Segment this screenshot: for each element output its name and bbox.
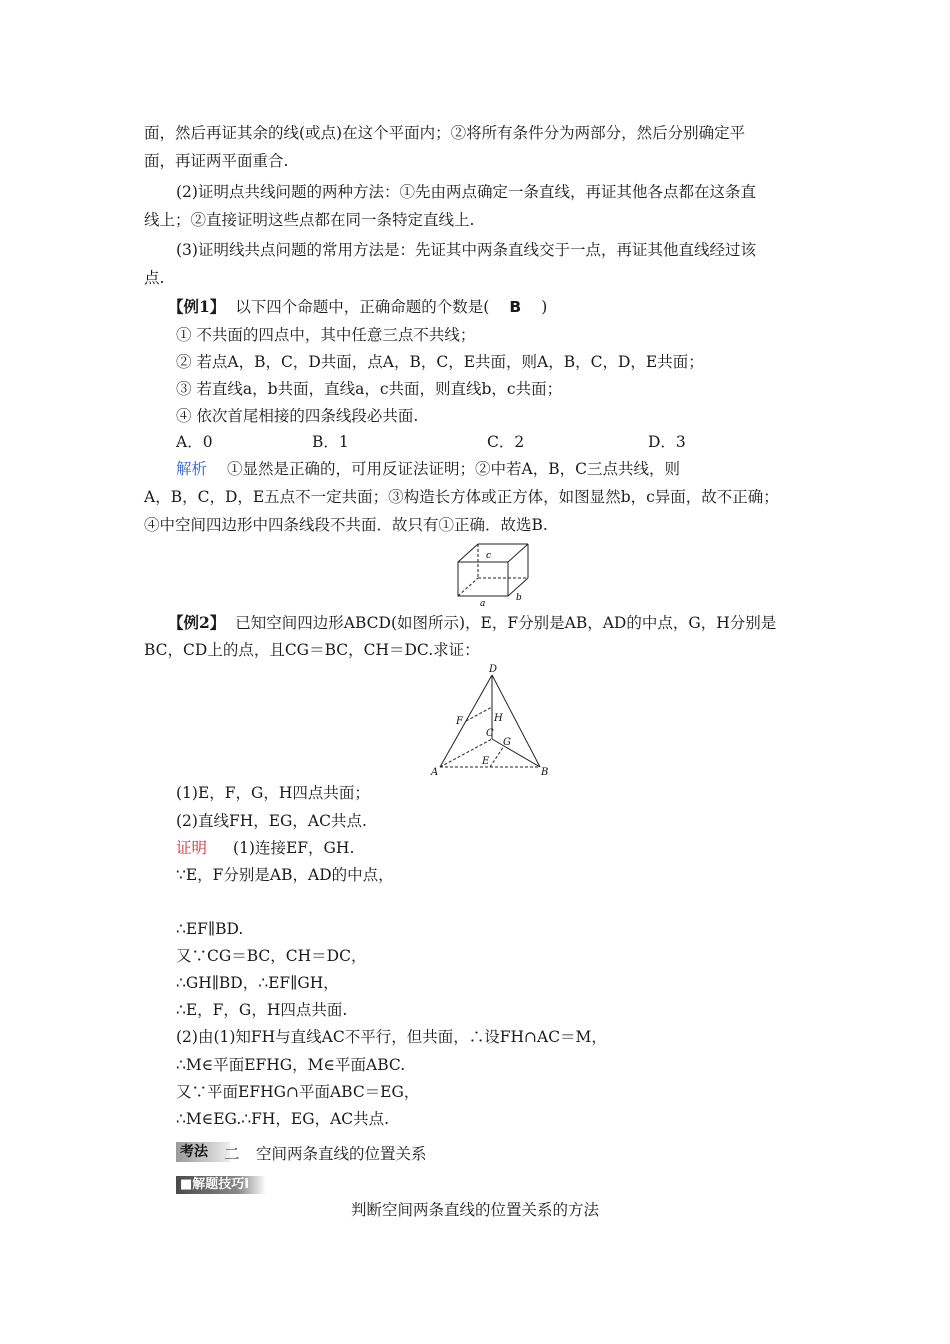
paragraph-line: 点. — [144, 269, 165, 287]
label-b: b — [516, 593, 522, 603]
label-d: D — [489, 664, 498, 675]
tips-banner — [176, 1176, 266, 1194]
example2-stem-text: 已知空间四边形ABCD(如图所示)，E，F分别是AB，AD的中点，G，H分别是 — [235, 614, 777, 632]
example2-title: 【例2】 — [168, 613, 226, 632]
example1-stem-end: ) — [541, 298, 548, 316]
option-a: A．0 — [176, 433, 213, 451]
section-title: 空间两条直线的位置关系 — [256, 1145, 427, 1163]
option-d: D．3 — [648, 433, 686, 451]
tetrahedron-figure — [428, 663, 558, 778]
segment-eg — [490, 746, 504, 767]
example1-analysis — [176, 459, 680, 479]
example1-item: ③ 若直线a，b共面，直线a，c共面，则直线b，c共面； — [176, 380, 563, 398]
tips-label: ■解题技巧Ⅰ — [180, 1177, 250, 1192]
box-front-face — [458, 562, 508, 596]
example1-answer: B — [509, 298, 522, 316]
proof-line: ∴EF∥BD. — [176, 920, 244, 938]
proof-start — [176, 838, 354, 858]
option-c: C．2 — [487, 433, 525, 451]
analysis-line: A，B，C，D，E五点不一定共面；③构造长方体或正方体，如图显然b，c异面，故不正确； — [144, 488, 779, 506]
question-2: (2)直线FH，EG，AC共点. — [176, 812, 367, 830]
option-b: B．1 — [312, 433, 349, 451]
analysis-line: ④中空间四边形中四条线段不共面．故只有①正确．故选B. — [144, 516, 548, 534]
box-figure — [452, 540, 532, 608]
proof-line: 又∵平面EFHG∩平面ABC＝EG， — [176, 1083, 420, 1101]
box-edge — [458, 544, 478, 562]
proof-line: ∵E，F分别是AB，AD的中点， — [176, 866, 394, 884]
example1-item: ① 不共面的四点中，其中任意三点不共线； — [176, 326, 476, 344]
proof-line: 又∵CG＝BC，CH＝DC， — [176, 947, 367, 965]
example1-stem-text: 以下四个命题中，正确命题的个数是( — [235, 298, 490, 316]
analysis-text: ①显然是正确的，可用反证法证明；②中若A，B，C三点共线，则 — [227, 460, 680, 478]
label-e: E — [482, 756, 490, 767]
box-edge — [508, 544, 528, 562]
label-f: F — [456, 716, 463, 727]
paragraph-line: 线上；②直接证明这些点都在同一条特定直线上. — [144, 211, 475, 229]
label-g: G — [503, 737, 511, 748]
section-number: 二 — [224, 1145, 240, 1163]
example1-title: 【例1】 — [168, 297, 226, 316]
example1-item: ④ 依次首尾相接的四条线段必共面. — [176, 407, 419, 425]
question-1: (1)E，F，G，H四点共面； — [176, 784, 370, 802]
center-heading — [0, 1200, 950, 1220]
paragraph-line: (2)证明点共线问题的两种方法：①先由两点确定一条直线，再证其他各点都在这条直 — [176, 183, 756, 201]
paragraph-line: (3)证明线共点问题的常用方法是：先证其中两条直线交于一点，再证其他直线经过该 — [176, 241, 756, 259]
proof-line: ∴GH∥BD，∴EF∥GH， — [176, 974, 339, 992]
proof-text: (1)连接EF，GH. — [233, 839, 355, 857]
section-badge: 考法 — [176, 1142, 230, 1162]
analysis-label: 解析 — [176, 460, 208, 478]
label-a: A — [431, 767, 439, 778]
paragraph-line: 面，再证两平面重合. — [144, 152, 289, 170]
box-hidden-edge — [458, 578, 478, 596]
proof-line: ∴M∈平面EFHG，M∈平面ABC. — [176, 1056, 406, 1074]
proof-line: ∴E，F，G，H四点共面. — [176, 1001, 348, 1019]
label-h: H — [494, 713, 503, 724]
paragraph-line: 面，然后再证其余的线(或点)在这个平面内；②将所有条件分为两部分，然后分别确定平 — [144, 124, 746, 142]
example1-stem — [168, 297, 547, 317]
proof-line: (2)由(1)知FH与直线AC不平行，但共面，∴设FH∩AC＝M， — [176, 1028, 607, 1046]
example1-item: ② 若点A，B，C，D共面，点A，B，C，E共面，则A，B，C，D，E共面； — [176, 353, 704, 371]
example2-stem-line: BC，CD上的点，且CG＝BC，CH＝DC.求证： — [144, 641, 480, 659]
label-b: B — [541, 767, 549, 778]
label-c: C — [486, 728, 494, 739]
label-c: c — [486, 551, 492, 561]
example2-stem — [168, 613, 776, 633]
center-heading-text: 判断空间两条直线的位置关系的方法 — [350, 1201, 599, 1219]
label-a: a — [480, 599, 486, 608]
proof-label: 证明 — [176, 839, 208, 857]
proof-line: ∴M∈EG.∴FH，EG，AC共点. — [176, 1110, 390, 1128]
